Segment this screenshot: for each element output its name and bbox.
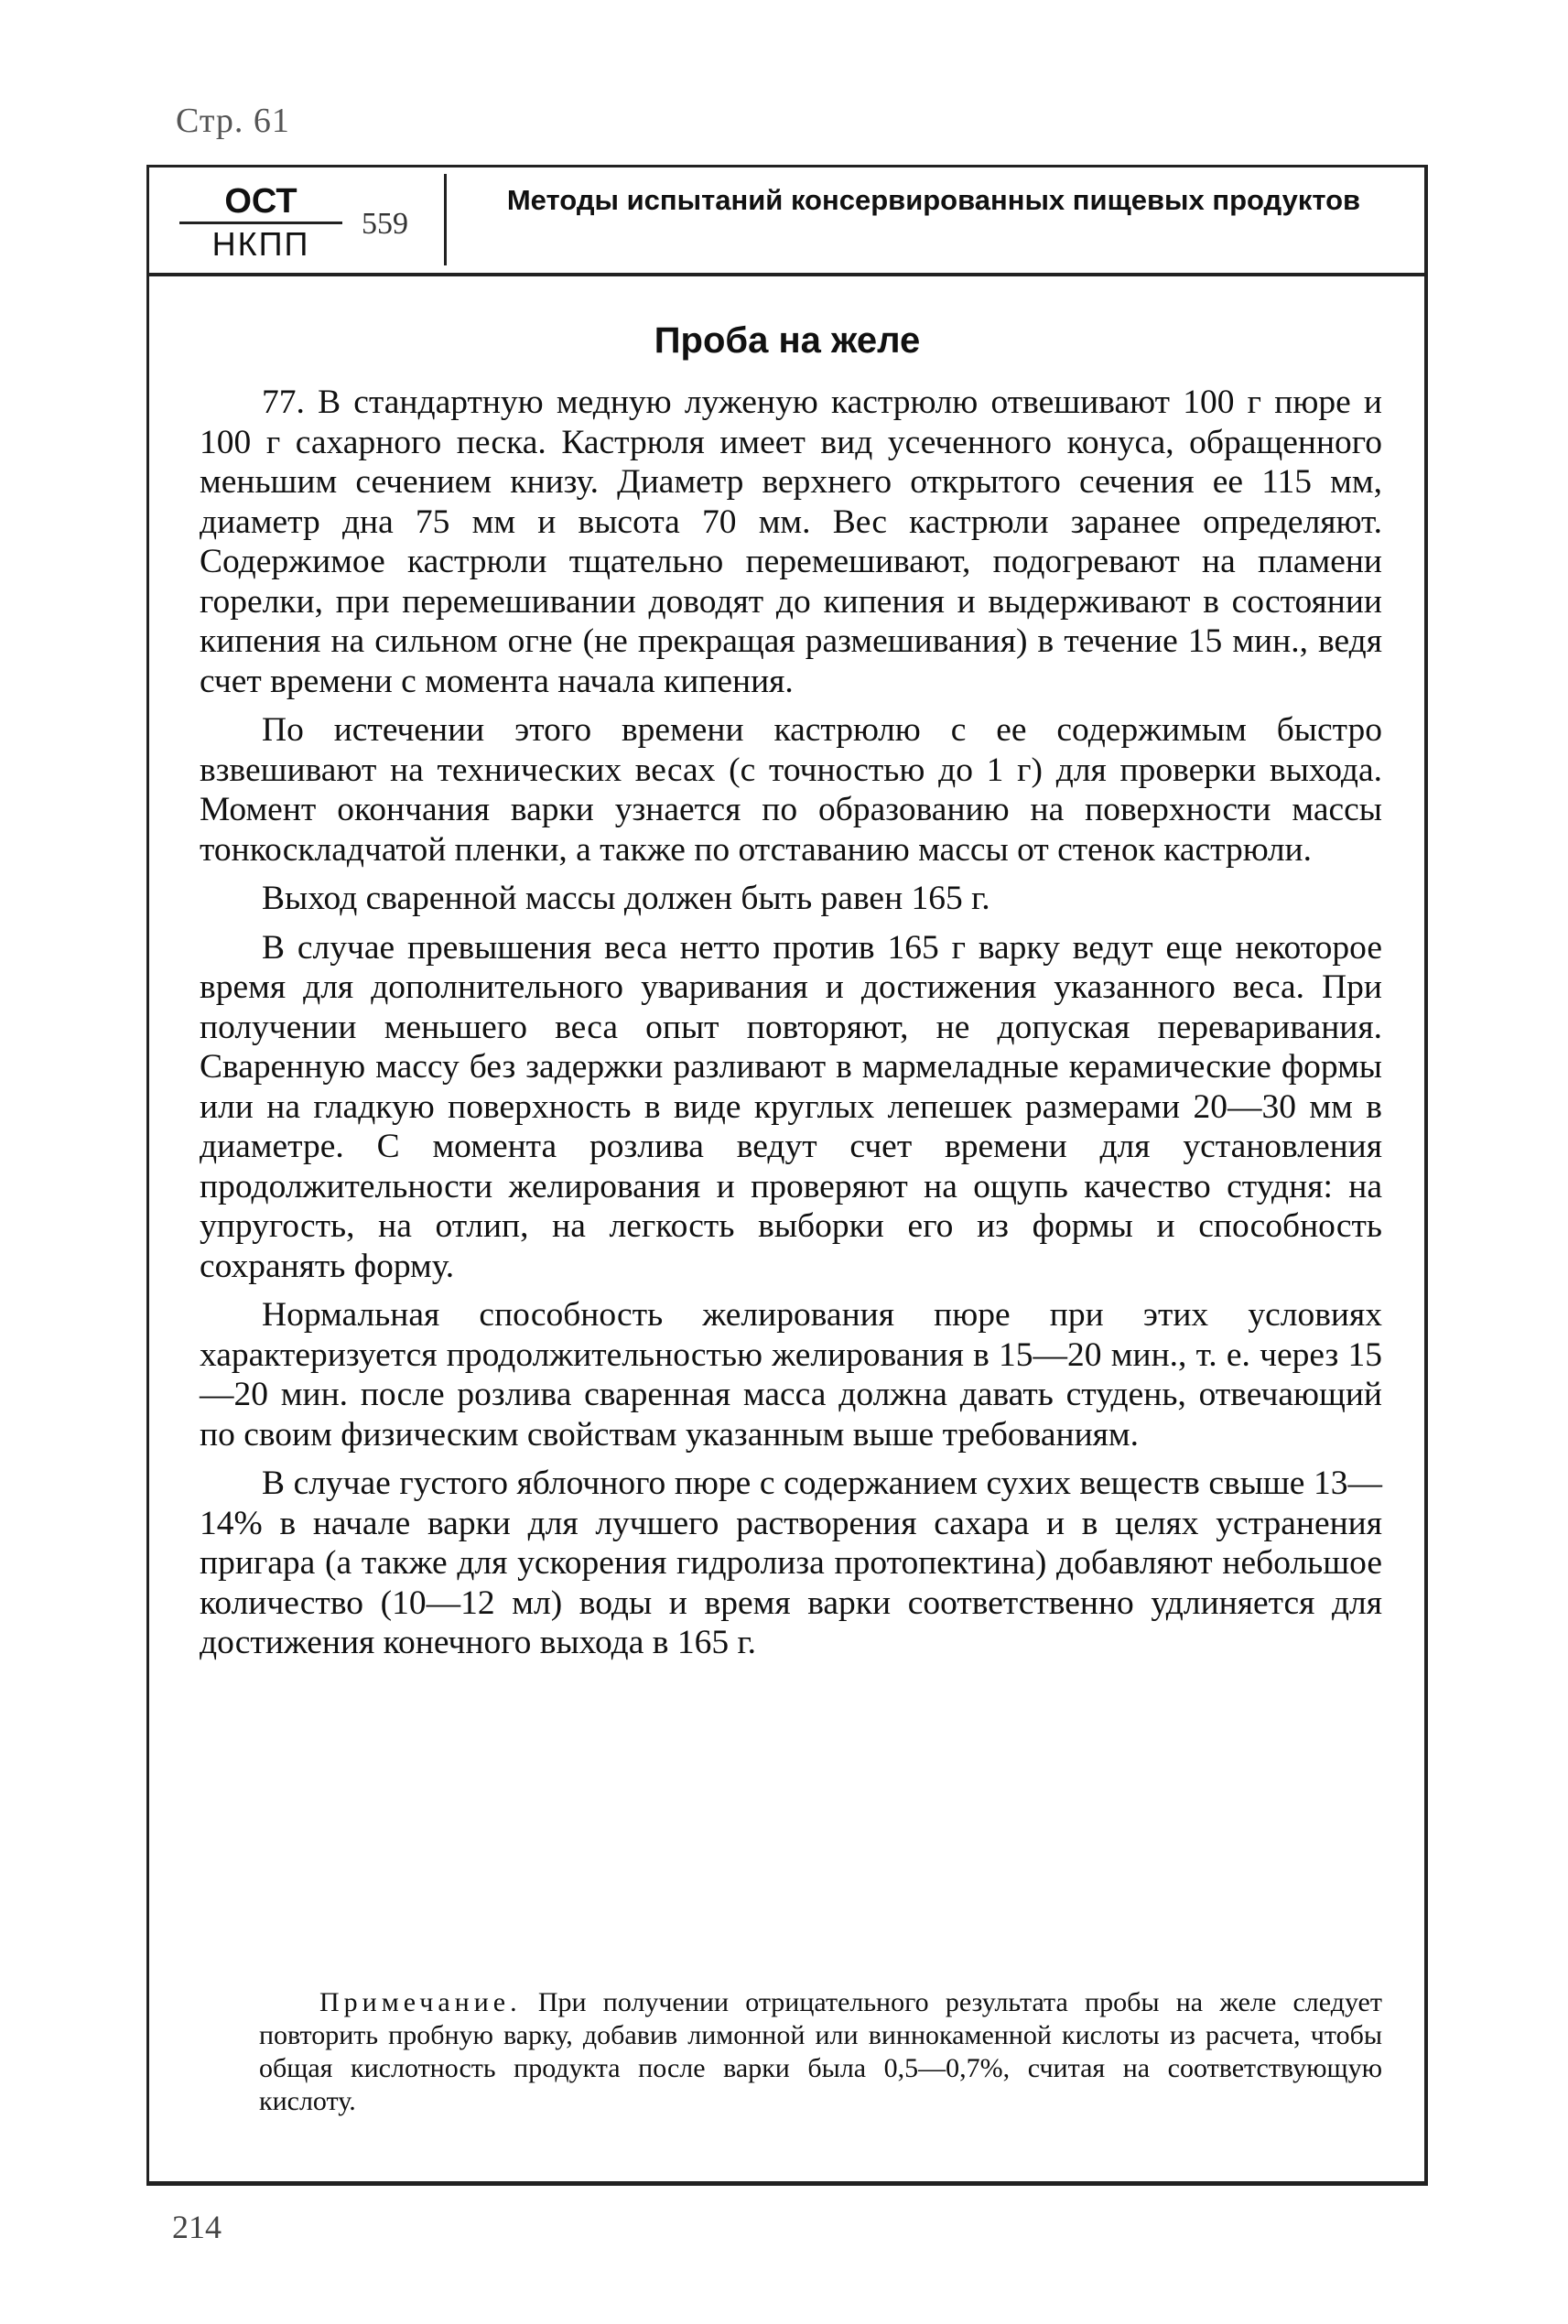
top-rule [146,165,1428,168]
header-divider [444,174,447,265]
standard-code [174,181,421,264]
standard-number: 559 [362,207,408,241]
paragraph: В случае густого яблочного пюре с содержанием сухих веществ свыше 13—14% в начале варки для лучшего растворения сахара и в целях устранения пригара (а также для ускорения гидролиза протопектина) добавляют небольшое количество (10—12 мл) воды и время варки соответственно удлиняется для достижения конечного выхода в 165 г. [200,1465,1382,1661]
body-text [200,383,1382,1672]
note [259,1986,1382,2118]
standard-code-bottom: НКПП [211,225,310,263]
note-text: При получении отрицательного результата пробы на желе следует повторить пробную варку, добавив лимонной или виннокаменной кислоты из расчета, чтобы общая кислотность продукта после варки была 0,5—0,7%, считая на соответствующую кислоту. [259,1987,1382,2116]
standard-fraction [174,181,348,265]
bottom-rule [146,2181,1428,2186]
right-rule [1424,165,1428,2186]
paragraph: 77. В стандартную медную луженую кастрюлю отвешивают 100 г пюре и 100 г сахарного песка. Кастрюля имеет вид усеченного конуса, обращенного меньшим сечением книзу. Диаметр верхнего открытого сечения ее 115 мм, диаметр дна 75 мм и высота 70 мм. Вес кастрюли заранее определяют. Содержимое кастрюли тщательно перемешивают, подогревают на пламени горелки, при перемешивании доводят до кипения и выдерживают в состоянии кипения на сильном огне (не прекращая размешивания) в течение 15 мин., ведя счет времени с момента начала кипения. [200,384,1382,700]
standard-code-top: ОСТ [224,182,297,221]
page-number: 214 [172,2209,222,2245]
header-title: Методы испытаний консервированных пищевых продуктов [506,184,1361,216]
header-rule [146,273,1428,276]
section-title: Проба на желе [654,320,921,361]
note-label: Примечание. [319,1987,522,2017]
paragraph: В случае превышения веса нетто против 165 г варку ведут еще некоторое время для дополнительного уваривания и достижения указанного веса. При получении меньшего веса опыт повторяют, не допуская переваривания. Сваренную массу без задержки разливают в мармеладные керамические формы или на гладкую поверхность в виде круглых лепешек размерами 20—30 мм в диаметре. С момента розлива ведут счет времени для установления продолжительности желирования и проверяют на ощупь качество студня: на упругость, на отлип, на легкость выборки его из формы и способность сохранять форму. [200,928,1382,1285]
paragraph: По истечении этого времени кастрюлю с ее содержимым быстро взвешивают на технических весах (с точностью до 1 г) для проверки выхода. Момент окончания варки узнается по образованию на поверхности массы тонкоскладчатой пленки, а также по отставанию массы от стенок кастрюли. [200,711,1382,869]
page-reference: Стр. 61 [176,102,290,140]
left-rule [146,165,149,2186]
paragraph: Выход сваренной массы должен быть равен 165 г. [262,880,990,917]
paragraph: Нормальная способность желирования пюре при этих условиях характеризуется продолжительностью желирования в 15—20 мин., т. е. через 15—20 мин. после розлива сваренная масса должна давать студень, отвечающий по своим физическим свойствам указанным выше требованиям. [200,1296,1382,1454]
